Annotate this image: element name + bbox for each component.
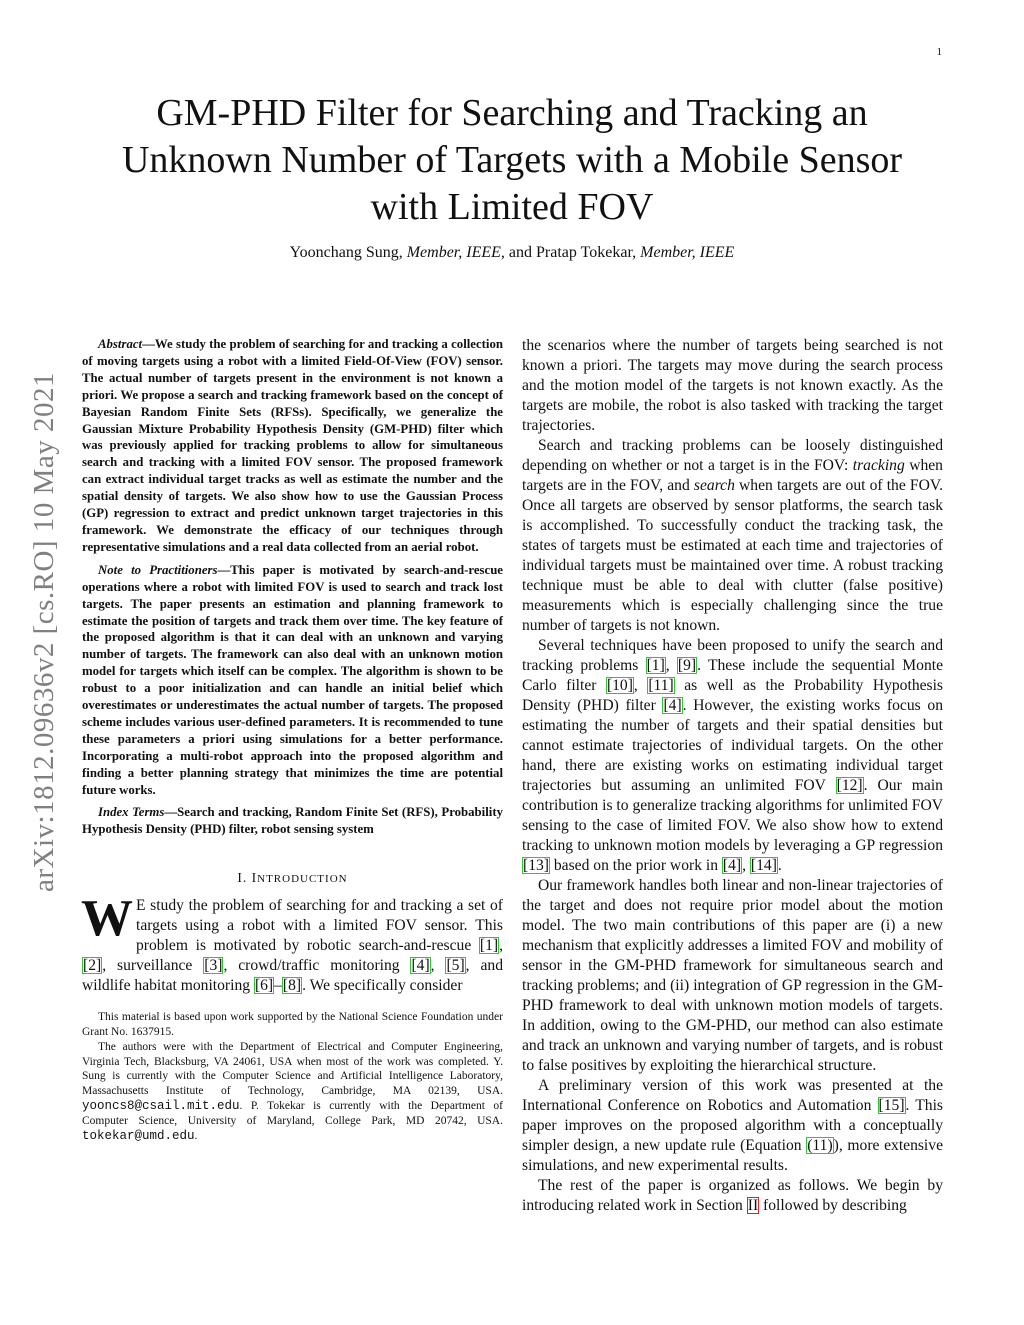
section-heading-introduction: I. INTRODUCTION — [237, 870, 348, 886]
author-2-membership: Member, IEEE — [640, 244, 735, 261]
index-terms-label: Index Terms — [98, 805, 165, 820]
citation-link[interactable]: [4] — [663, 697, 682, 714]
citation-link[interactable]: [6] — [254, 977, 274, 995]
right-column — [522, 336, 943, 1216]
email-tokekar[interactable]: tokekar@umd.edu — [82, 1128, 195, 1143]
intro-paragraph: W E study the problem of searching for and tracking a set of targets using a robot with a limited FOV sensor. This problem is motivated by robotic search-and-rescue [1], [2], surveillance [3], crowd/traffic monitoring [4], [5], and wildlife habitat monitoring [6]–[8]. We specifically consider — [81, 890, 503, 995]
paragraph-2: Search and tracking problems can be loosely distinguished depending on whether or not a target is in the FOV: tracking when targets are in the FOV, and search when targets are out of the FOV. Once all targets are observed by sensor platforms, the search task is accomplished. To successfully conduct the tracking task, the states of targets must be estimated at each time and trajectories of individual targets must be maintained over time. A robust tracking technique must be able to deal with clutter (false positive) measurements which is especially challenging since the true number of targets is not known. — [522, 437, 943, 634]
title-line-1: GM-PHD Filter for Searching and Tracking an — [156, 92, 868, 134]
paper-title — [62, 90, 962, 231]
citation-link[interactable]: [10] — [606, 677, 633, 694]
citation-link[interactable]: [14] — [750, 857, 777, 874]
paragraph-3: Several techniques have been proposed to unify the search and tracking problems [1], [9]. These include the sequential Monte Carlo filter [10], [11] as well as the Probability Hypothesis Density (PHD) filter [4]. However, the existing works focus on estimating the number of targets and their spatial densities but cannot estimate trajectories of individual targets. On the other hand, there are existing works on estimating individual target trajectories but assuming an unlimited FOV [12]. Our main contribution is to generalize tracking algorithms for unlimited FOV sensing to the case of limited FOV. We also show how to extend tracking to unknown motion models by leveraging a GP regression [13] based on the prior work in [4], [14]. — [522, 637, 944, 874]
index-terms — [82, 804, 503, 838]
section-link[interactable]: II — [747, 1197, 759, 1214]
footnotes — [82, 1010, 503, 1143]
index-terms-text: —Search and tracking, Random Finite Set (RFS), Probability Hypothesis Density (PHD) filter, robot sensing system — [82, 805, 504, 837]
abstract — [82, 336, 503, 556]
citation-link[interactable]: [15] — [878, 1097, 905, 1114]
citation-link[interactable]: [2] — [83, 957, 102, 975]
citation-link[interactable]: [4] — [722, 857, 742, 874]
title-line-3: with Limited FOV — [370, 186, 654, 228]
citation-link[interactable]: [11] — [648, 677, 674, 694]
equation-link[interactable]: (11) — [807, 1137, 833, 1154]
citation-link[interactable]: [9] — [677, 657, 697, 674]
email-sung[interactable]: yooncs8@csail.mit.edu — [82, 1099, 240, 1114]
title-line-2: Unknown Number of Targets with a Mobile Sensor — [121, 139, 903, 181]
drop-cap: W — [81, 890, 133, 948]
left-column — [82, 336, 503, 1143]
author-1-membership: Member, IEEE, — [406, 244, 505, 261]
paragraph-1: the scenarios where the number of targets being searched is not known a priori. The targets may move during the search process and the motion model of the targets is not known exactly. As the targets are mobile, the robot is also tasked with tracking the target trajectories. — [522, 337, 943, 434]
author-line — [62, 244, 962, 262]
note-label: Note to Practitioners — [98, 562, 218, 577]
citation-link[interactable]: [3] — [204, 957, 223, 975]
note-text: —This paper is motivated by search-and-rescue operations where a robot with limited FOV is used to search and track lost targets. The paper presents an estimation and planning framework to estimate the position of targets and track them over time. The key feature of the proposed algorithm is that it can deal with an unknown and varying number of targets. The framework can also deal with an unknown motion model for targets which itself can be complex. The algorithm is shown to be robust to a poor initialization and can handle an initial belief which overestimates or underestimates the actual number of targets. The proposed scheme includes various user-defined parameters. It is recommended to tune these parameters a priori using simulations for a better performance. Incorporating a multi-robot approach into the proposed algorithm and finding a better planning strategy that minimizes the time are potential future works. — [82, 562, 503, 797]
paragraph-6: The rest of the paper is organized as follows. We begin by introducing related work in Section II followed by describing — [522, 1177, 943, 1214]
citation-link[interactable]: [13] — [523, 857, 549, 874]
citation-link[interactable]: [1] — [646, 657, 665, 674]
citation-link[interactable]: [12] — [836, 777, 863, 794]
abstract-text: —We study the problem of searching for and tracking a collection of moving targets using a robot with a limited Field-Of-View (FOV) sensor. The actual number of targets present in the environment is not known a priori. We propose a search and tracking framework based on the concept of Bayesian Random Finite Sets (RFSs). Specifically, we generalize the Gaussian Mixture Probability Hypothesis Density (GM-PHD) filter which was previously applied for tracking problems to allow for simultaneous search and tracking with a limited FOV sensor. The proposed framework can extract individual target tracks as well as estimate the number and the spatial density of targets. We also show how to use the Gaussian Process (GP) regression to extract and predict unknown target trajectories in this framework. We demonstrate the efficacy of our techniques through representative simulations and a real data collected from an aerial robot. — [82, 337, 503, 554]
footnote-affiliations: The authors were with the Department of Electrical and Computer Engineering, Virginia Tech, Blacksburg, VA 24061, USA when most of the work was completed. Y. Sung is currently with the Computer Science and Artificial Intelligence Laboratory, Massachusetts Institute of Technology, Cambridge, MA 02139, USA. yooncs8@csail.mit.edu. P. Tokekar is currently with the Department of Computer Science, University of Maryland, College Park, MD 20742, USA. tokekar@umd.edu. — [82, 1040, 503, 1143]
author-1: Yoonchang Sung, — [289, 244, 407, 261]
citation-link[interactable]: [4] — [411, 957, 430, 975]
citation-link[interactable]: [8] — [282, 977, 302, 995]
citation-link[interactable]: [5] — [446, 957, 465, 975]
author-2: and Pratap Tokekar, — [504, 244, 641, 261]
paragraph-4: Our framework handles both linear and non-linear trajectories of the target and does not require prior model about the motion model. The two main contributions of this paper are (i) a new mechanism that explicitly addresses a limited FOV and mobility of sensor in the GM-PHD framework for simultaneous search and tracking problems; and (ii) integration of GP regression in the GM-PHD framework to deal with unknown motion models of targets. In addition, owing to the GM-PHD, our method can also estimate and track an unknown and varying number of targets, and is robust to false positives by exploiting the hierarchical structure. — [522, 877, 943, 1074]
footnote-funding: This material is based upon work supported by the National Science Foundation under Grant No. 1637915. — [82, 1011, 503, 1039]
paragraph-5: A preliminary version of this work was presented at the International Conference on Robotics and Automation [15]. This paper improves on the proposed algorithm with a conceptually simpler design, a new update rule (Equation (11)), more extensive simulations, and new experimental results. — [522, 1077, 943, 1174]
note-to-practitioners — [82, 562, 503, 799]
citation-link[interactable]: [1] — [479, 937, 499, 955]
arxiv-identifier[interactable]: arXiv:1812.09636v2 [cs.RO] 10 May 2021 — [28, 372, 60, 893]
page-number: 1 — [936, 46, 942, 58]
abstract-label: Abstract — [98, 337, 143, 351]
